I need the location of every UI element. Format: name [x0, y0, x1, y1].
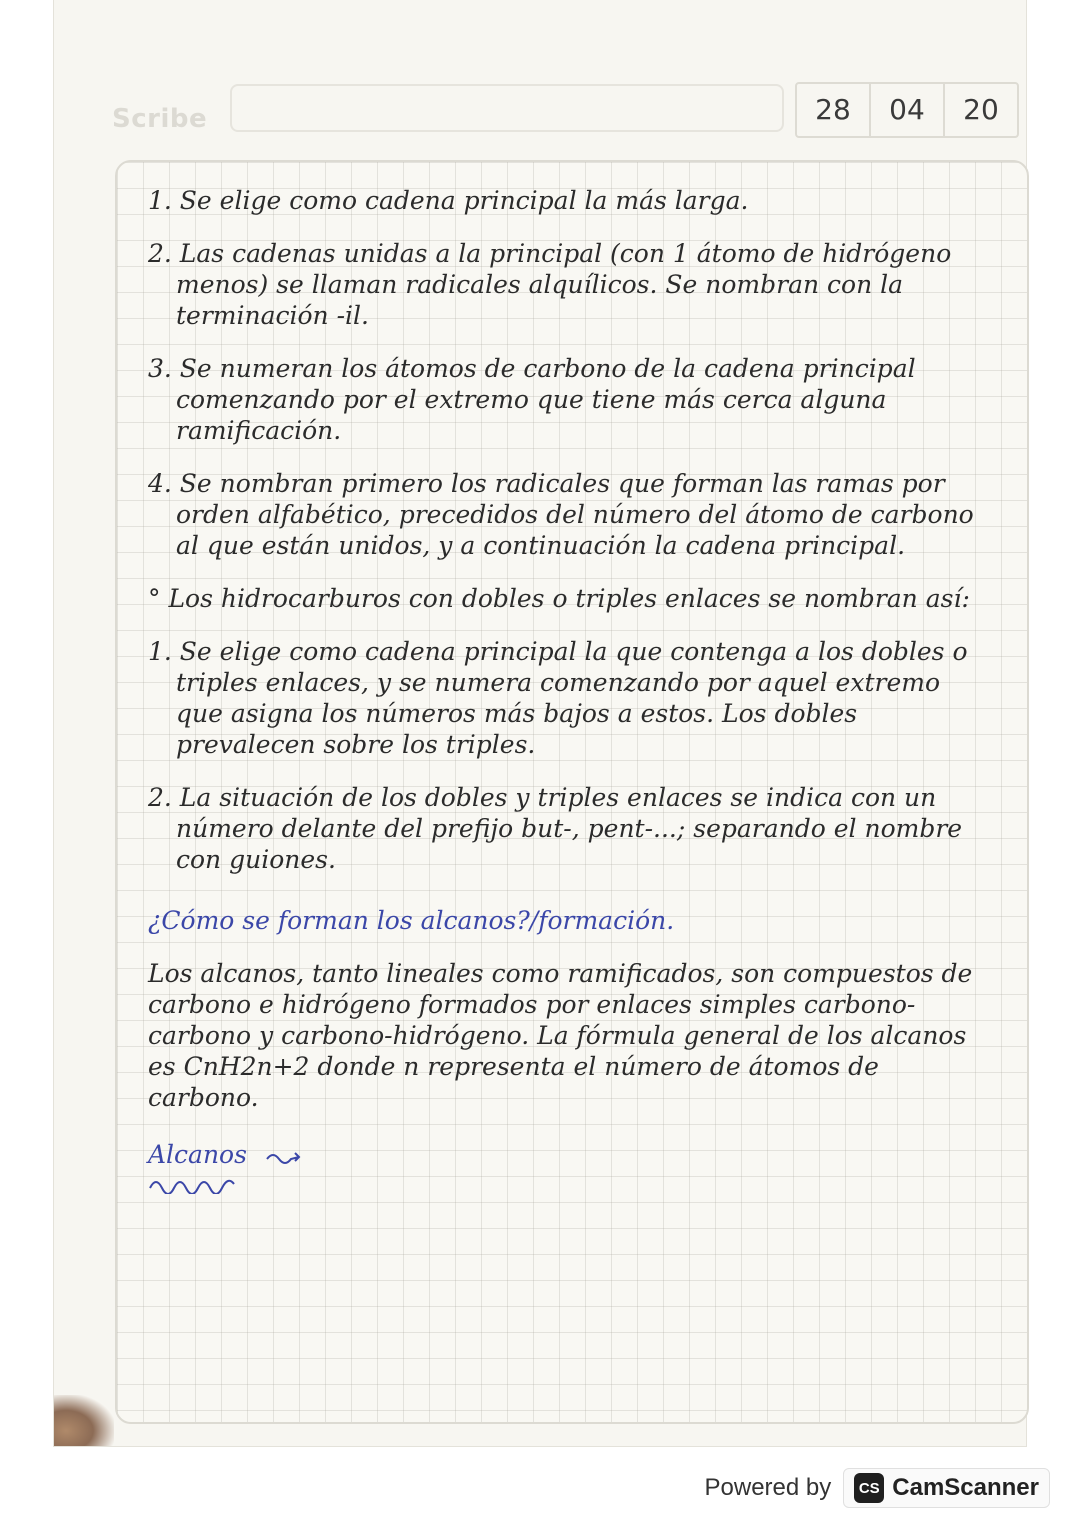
alkanes-paragraph	[148, 958, 978, 1113]
rule-1-text: 1. Se elige como cadena principal la más larga.	[148, 186, 749, 215]
notebook-header	[112, 82, 1017, 154]
rule-3-text: 3. Se numeran los átomos de carbono de la cadena principal comenzando por el extremo que tiene más cerca alguna ramificación.	[148, 354, 916, 445]
multiple-bonds-intro	[148, 583, 978, 614]
sub-rule-2-text: 2. La situación de los dobles y triples enlaces se indica con un número delante del prefijo but-, pent-...; separando el nombre con guiones.	[148, 783, 963, 874]
thumb-shadow	[54, 1395, 114, 1446]
arrow-icon	[265, 1147, 305, 1167]
header-title-line	[230, 84, 784, 132]
question-text: ¿Cómo se forman los alcanos?/formación.	[148, 906, 675, 935]
bullet-dot: °	[148, 584, 169, 613]
powered-by-text: Powered by	[704, 1474, 832, 1501]
handwritten-notes	[148, 185, 978, 1192]
camscanner-logo	[843, 1468, 1050, 1508]
notebook-brand: Scribe	[112, 104, 208, 134]
alcanos-label-row	[148, 1139, 978, 1192]
date-day: 28	[797, 84, 871, 136]
rule-3	[148, 353, 978, 446]
scanner-watermark	[705, 1465, 1050, 1511]
alkanes-paragraph-text: Los alcanos, tanto lineales como ramificados, son compuestos de carbono e hidrógeno formados por enlaces simples carbono-carbono y carbono-hidrógeno. La fórmula general de los alcanos es CnH2n+2 donde n representa el número de átomos de carbono.	[148, 959, 973, 1112]
rule-2-text: 2. Las cadenas unidas a la principal (con 1 átomo de hidrógeno menos) se llaman radicales alquílicos. Se nombran con la terminación -il.	[148, 239, 952, 330]
bullet-label: Los hidrocarburos con dobles o triples enlaces se nombran así:	[168, 584, 970, 613]
camscanner-icon: CS	[854, 1473, 884, 1503]
rule-2	[148, 238, 978, 331]
underline-squiggle	[148, 1170, 978, 1192]
question-heading	[148, 905, 978, 936]
sub-rule-1-text: 1. Se elige como cadena principal la que contenga a los dobles o triples enlaces, y se numera comenzando por aquel extremo que asigna los números más bajos a estos. Los dobles prevalecen sobre los triples.	[148, 637, 968, 759]
rule-4	[148, 468, 978, 561]
sub-rule-1	[148, 636, 978, 760]
bullet-text	[148, 583, 978, 614]
rule-4-text: 4. Se nombran primero los radicales que forman las ramas por orden alfabético, precedidos del número del átomo de carbono al que están unidos, y a continuación la cadena principal.	[148, 469, 974, 560]
squiggle-icon	[148, 1174, 238, 1194]
date-month: 04	[871, 84, 945, 136]
date-year: 20	[963, 93, 999, 126]
date-box	[795, 82, 1019, 138]
camscanner-name: CamScanner	[892, 1474, 1039, 1501]
sub-rule-2	[148, 782, 978, 875]
rule-1	[148, 185, 978, 216]
alcanos-label: Alcanos	[148, 1140, 247, 1169]
